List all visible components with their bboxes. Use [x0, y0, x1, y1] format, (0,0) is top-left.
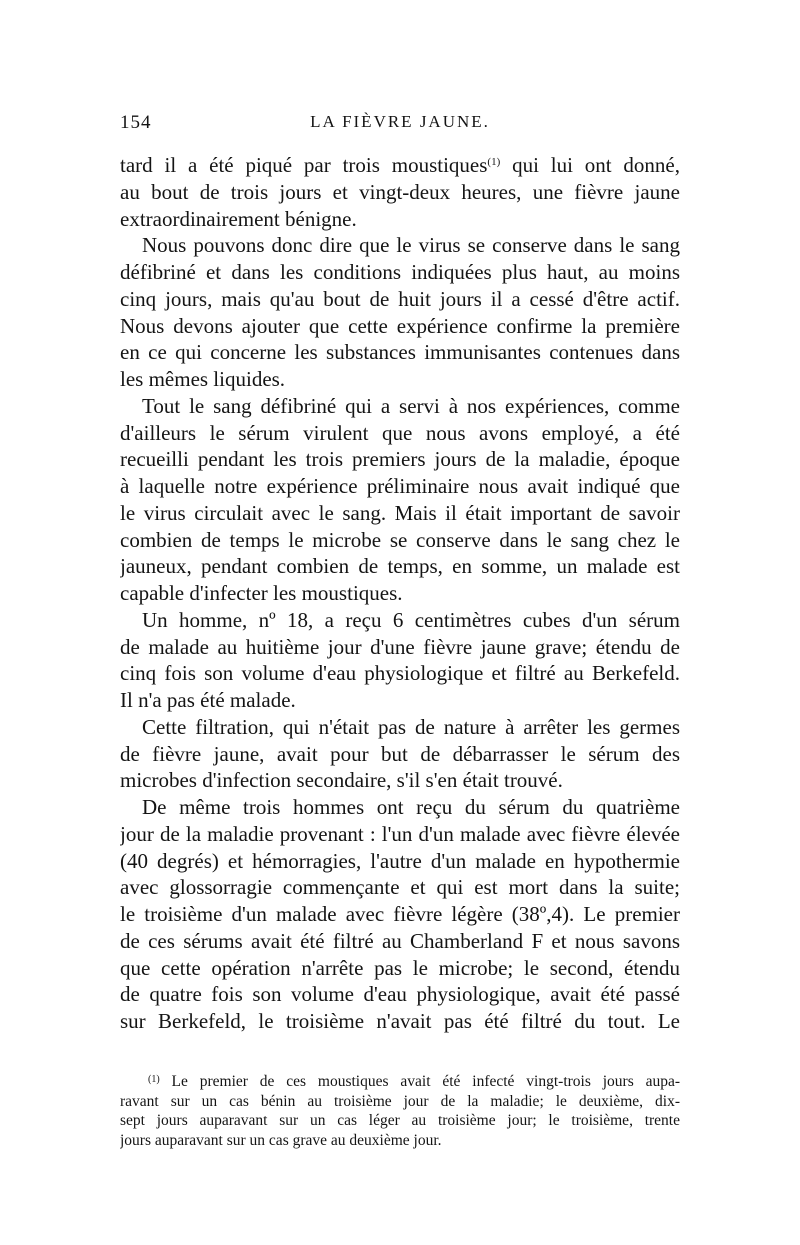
text-line: les mêmes liquides.	[120, 367, 286, 391]
footnote-mark: (1)	[148, 1074, 160, 1085]
text-line: en ce qui concerne les substances immunisantes contenues dans	[120, 340, 680, 365]
text-line: Tout le sang défibriné qui a servi à nos expériences, comme	[142, 393, 680, 418]
text-line: recueilli pendant les trois premiers jours de la maladie, époque	[120, 447, 680, 472]
text-line: le virus circulait avec le sang. Mais il était important de savoir	[120, 500, 680, 525]
text-line: capable d'infecter les moustiques.	[120, 581, 403, 605]
page-number: 154	[120, 112, 152, 133]
text-line: que cette opération n'arrête pas le microbe; le second, étendu	[120, 955, 680, 980]
text-line: Il n'a pas été malade.	[120, 688, 296, 712]
text-line: de malade au huitième jour d'une fièvre jaune grave; étendu de	[120, 634, 680, 659]
text-line: de quatre fois son volume d'eau physiologique, avait été passé	[120, 982, 680, 1007]
text-line: De même trois hommes ont reçu du sérum du quatrième	[142, 795, 680, 819]
body-text	[120, 152, 680, 1035]
page-header	[120, 112, 680, 140]
text-line: cinq fois son volume d'eau physiologique et filtré au Berkefeld.	[120, 661, 680, 686]
text-line: défibriné et dans les conditions indiquées plus haut, au moins	[120, 260, 680, 284]
text-line: extraordinairement bénigne.	[120, 206, 357, 231]
text-line: jauneux, pendant combien de temps, en somme, un malade est	[120, 554, 680, 579]
text-line: microbes d'infection secondaire, s'il s'en était trouvé.	[120, 768, 563, 793]
text-line: Un homme, nº 18, a reçu 6 centimètres cubes d'un sérum	[142, 607, 680, 632]
footnote-line: jours auparavant sur un cas grave au deuxième jour.	[120, 1131, 442, 1149]
text-line: d'ailleurs le sérum virulent que nous avons employé, a été	[120, 420, 680, 445]
text-line: le troisième d'un malade avec fièvre légère (38º,4). Le premier	[120, 902, 680, 926]
text-line: Cette filtration, qui n'était pas de nature à arrêter les germes	[142, 714, 680, 739]
text-line: avec glossorragie commençante et qui est mort dans la suite;	[120, 875, 680, 900]
text-line: au bout de trois jours et vingt-deux heures, une fièvre jaune	[120, 179, 680, 204]
text-line: de ces sérums avait été filtré au Chamberland F et nous savons	[120, 928, 680, 953]
text-line: tard il a été piqué par trois moustiques$^{(1)}$ qui lui ont donné,	[120, 153, 680, 177]
running-title: LA FIÈVRE JAUNE.	[310, 112, 490, 131]
text-line: Nous devons ajouter que cette expérience confirme la première	[120, 313, 680, 338]
text-line: Nous pouvons donc dire que le virus se conserve dans le sang	[142, 233, 680, 258]
text-line: de fièvre jaune, avait pour but de débarrasser le sérum des	[120, 741, 680, 766]
footnotes	[120, 1072, 680, 1150]
text-line: jour de la maladie provenant : l'un d'un malade avec fièvre élevée	[120, 821, 680, 846]
footnote-reference[interactable]: (1)	[487, 156, 501, 168]
text-line: (40 degrés) et hémorragies, l'autre d'un malade en hypothermie	[120, 848, 680, 873]
footnote-line: ravant sur un cas bénin au troisième jour de la maladie; le deuxième, dix-	[120, 1092, 680, 1110]
text-line: sur Berkefeld, le troisième n'avait pas été filtré du tout. Le	[120, 1009, 680, 1033]
text-line: à laquelle notre expérience préliminaire nous avait indiqué que	[120, 474, 680, 498]
text-line: cinq jours, mais qu'au bout de huit jours il a cessé d'être actif.	[120, 286, 680, 311]
text-line: combien de temps le microbe se conserve dans le sang chez le	[120, 527, 680, 552]
footnote-line: sept jours auparavant sur un cas léger au troisième jour; le troisième, trente	[120, 1112, 680, 1130]
footnote-line: $^{(1)}$ Le premier de ces moustiques avait été infecté vingt-trois jours aupa-	[148, 1073, 680, 1090]
